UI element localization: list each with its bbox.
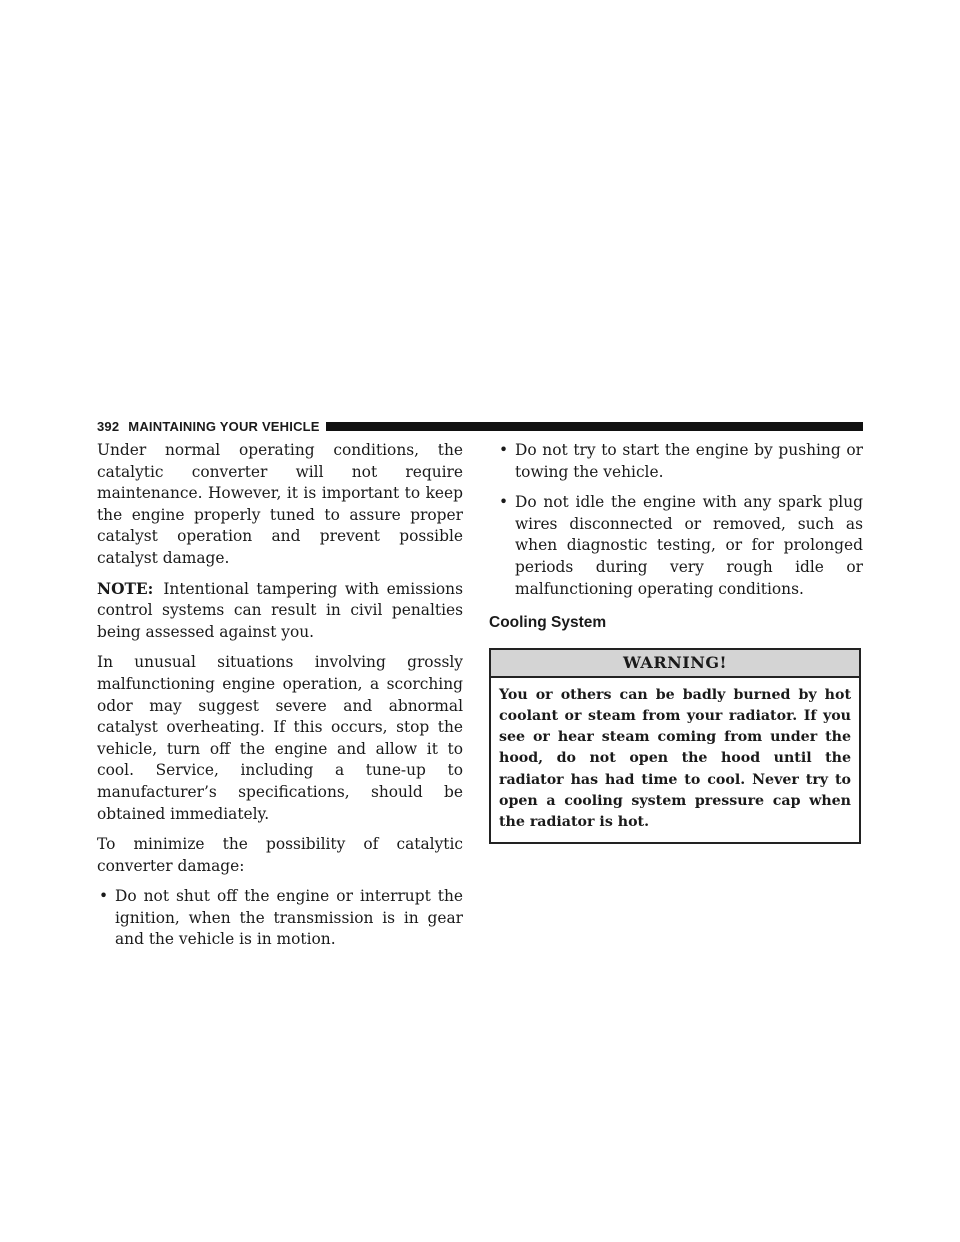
list-item: [497, 440, 863, 483]
list-item-text: Do not idle the engine with any spark plug wires disconnected or removed, such as when diagnostic testing, or for prolonged periods during very rough idle or malfunctioning operating conditions.: [515, 493, 863, 598]
bullet-icon: •: [499, 441, 509, 459]
bullet-icon: •: [99, 887, 109, 906]
note-label: NOTE:: [97, 579, 154, 598]
list-item: [97, 886, 463, 951]
note-text: Intentional tampering with emissions control systems can result in civil penalties being assessed against you.: [97, 579, 463, 641]
minimize-damage-paragraph: To minimize the possibility of catalytic converter damage:: [97, 835, 463, 875]
page-number: 392: [97, 418, 120, 434]
page-header: [97, 417, 863, 435]
right-column: [489, 440, 863, 844]
warning-box: [489, 648, 861, 844]
warning-text: You or others can be badly burned by hot coolant or steam from your radiator. If you see or hear steam coming from under the hood, do not open the hood until the radiator has had time to cool. Never try to open a cooling system pressure cap when the radiator is hot.: [499, 686, 851, 830]
cooling-system-heading: Cooling System: [489, 614, 607, 632]
list-item-text: Do not shut off the engine or interrupt the ignition, when the transmission is in gear and the vehicle is in motion.: [115, 887, 463, 949]
list-item-text: Do not try to start the engine by pushing or towing the vehicle.: [515, 441, 863, 481]
left-column: [97, 440, 463, 960]
list-item: [497, 492, 863, 600]
bullet-icon: •: [499, 493, 509, 512]
header-rule: [326, 422, 863, 431]
overheating-paragraph: In unusual situations involving grossly malfunctioning engine operation, a scorching odor may suggest severe and abnormal catalyst overheating. If this occurs, stop the vehicle, turn off the engine and allow it to cool. Service, including a tune-up to manufacturer’s specifications, should be obtained immediately.: [97, 653, 463, 823]
catalyst-maintenance-paragraph: Under normal operating conditions, the catalytic converter will not require maintenance. However, it is important to keep the engine properly tuned to assure proper catalyst operation and prevent possible catalyst damage.: [97, 441, 463, 567]
section-title: MAINTAINING YOUR VEHICLE: [128, 418, 320, 434]
note-paragraph: [97, 579, 463, 644]
warning-title: WARNING!: [491, 650, 859, 678]
